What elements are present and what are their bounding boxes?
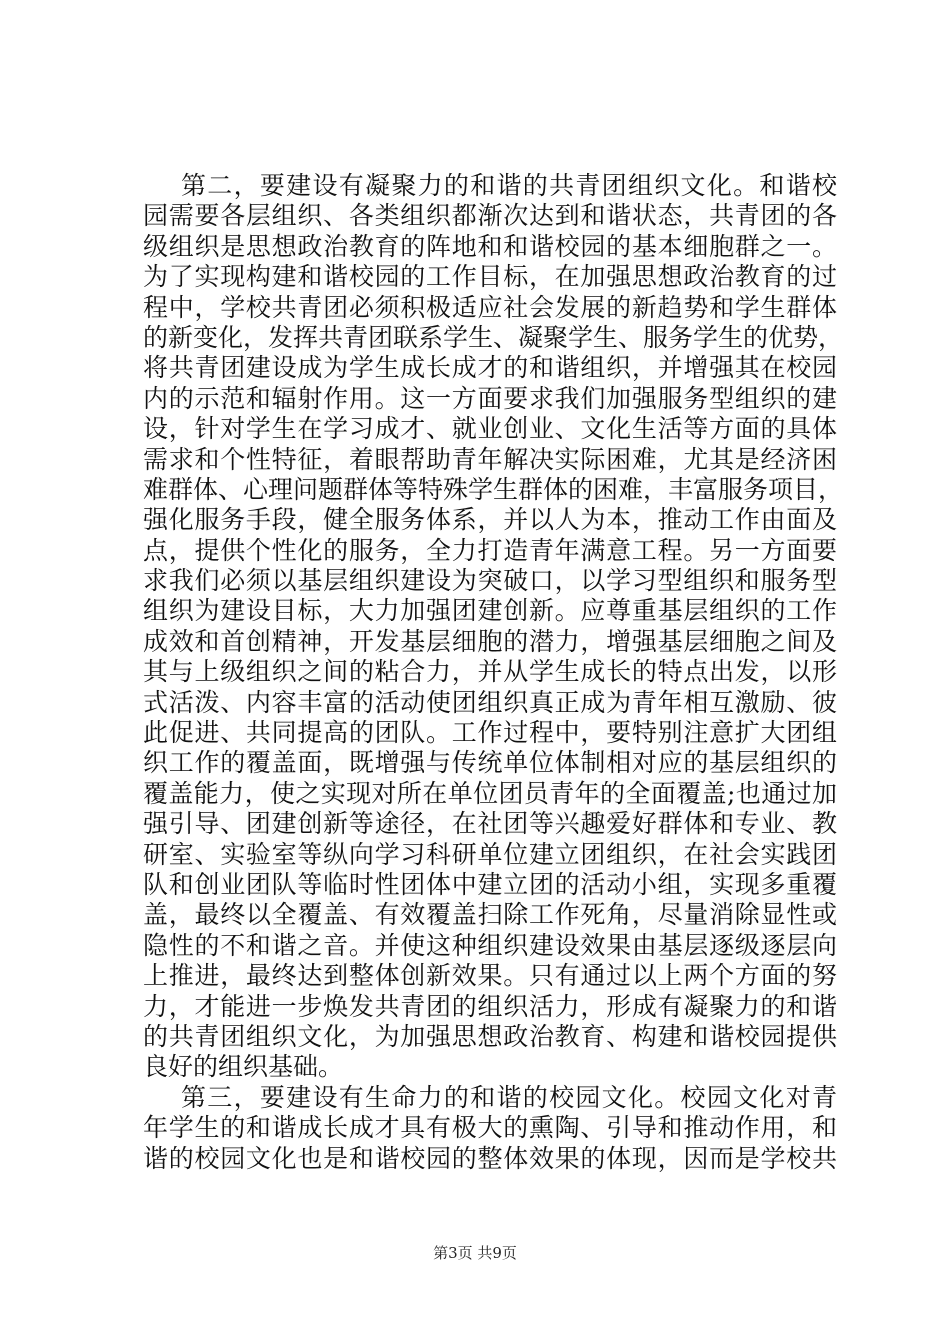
- paragraph-line: 点，提供个性化的服务，全力打造青年满意工程。另一方面要: [143, 535, 837, 565]
- paragraph-line: 隐性的不和谐之音。并使这种组织建设效果由基层逐级逐层向: [143, 930, 837, 960]
- paragraph-line: 织工作的覆盖面，既增强与传统单位体制相对应的基层组织的: [143, 748, 837, 778]
- paragraph-line: 为了实现构建和谐校园的工作目标，在加强思想政治教育的过: [143, 262, 837, 292]
- paragraph-line: 力，才能进一步焕发共青团的组织活力，形成有凝聚力的和谐: [143, 991, 837, 1021]
- paragraph-line: 队和创业团队等临时性团体中建立团的活动小组，实现多重覆: [143, 869, 837, 899]
- page-number-footer: 第3页 共9页: [433, 1244, 517, 1262]
- paragraph-line: 年学生的和谐成长成才具有极大的熏陶、引导和推动作用，和: [143, 1113, 837, 1143]
- paragraph-line: 强引导、团建创新等途径，在社团等兴趣爱好群体和专业、教: [143, 809, 837, 839]
- paragraph-line: 第二，要建设有凝聚力的和谐的共青团组织文化。和谐校: [181, 171, 837, 200]
- paragraph-line: 的共青团组织文化，为加强思想政治教育、构建和谐校园提供: [143, 1021, 837, 1051]
- paragraph-line: 式活泼、内容丰富的活动使团组织真正成为青年相互激励、彼: [143, 687, 837, 717]
- paragraph-line: 其与上级组织之间的粘合力，并从学生成长的特点出发，以形: [143, 657, 837, 687]
- paragraph-line: 此促进、共同提高的团队。工作过程中，要特别注意扩大团组: [143, 718, 837, 748]
- paragraph-line: 将共青团建设成为学生成长成才的和谐组织，并增强其在校园: [143, 353, 837, 383]
- paragraph-line: 程中，学校共青团必须积极适应社会发展的新趋势和学生群体: [143, 292, 837, 322]
- paragraph-line: 第三，要建设有生命力的和谐的校园文化。校园文化对青: [181, 1082, 837, 1112]
- paragraph-line: 的新变化，发挥共青团联系学生、凝聚学生、服务学生的优势，: [143, 322, 844, 352]
- paragraph-line: 组织为建设目标，大力加强团建创新。应尊重基层组织的工作: [143, 596, 837, 626]
- paragraph-line: 研室、实验室等纵向学习科研单位建立团组织，在社会实践团: [143, 839, 837, 869]
- paragraph-line: 良好的组织基础。: [143, 1052, 344, 1082]
- paragraph-line: 级组织是思想政治教育的阵地和和谐校园的基本细胞群之一。: [143, 231, 837, 261]
- paragraph-line: 设，针对学生在学习成才、就业创业、文化生活等方面的具体: [143, 414, 837, 444]
- paragraph-line: 上推进，最终达到整体创新效果。只有通过以上两个方面的努: [143, 961, 837, 991]
- paragraph-line: 难群体、心理问题群体等特殊学生群体的困难，丰富服务项目，: [143, 474, 844, 504]
- paragraph-line: 强化服务手段，健全服务体系，并以人为本，推动工作由面及: [143, 505, 837, 535]
- paragraph-line: 需求和个性特征，着眼帮助青年解决实际困难，尤其是经济困: [143, 444, 837, 474]
- paragraph-line: 谐的校园文化也是和谐校园的整体效果的体现，因而是学校共: [143, 1143, 837, 1173]
- paragraph-line: 园需要各层组织、各类组织都渐次达到和谐状态，共青团的各: [143, 201, 837, 231]
- paragraph-line: 盖，最终以全覆盖、有效覆盖扫除工作死角，尽量消除显性或: [143, 900, 837, 930]
- paragraph-line: 内的示范和辐射作用。这一方面要求我们加强服务型组织的建: [143, 383, 837, 413]
- paragraph-line: 成效和首创精神，开发基层细胞的潜力，增强基层细胞之间及: [143, 626, 837, 656]
- paragraph-line: 覆盖能力，使之实现对所在单位团员青年的全面覆盖;也通过加: [143, 778, 837, 808]
- document-body: [143, 171, 844, 1174]
- paragraph-line: 求我们必须以基层组织建设为突破口，以学习型组织和服务型: [143, 566, 837, 596]
